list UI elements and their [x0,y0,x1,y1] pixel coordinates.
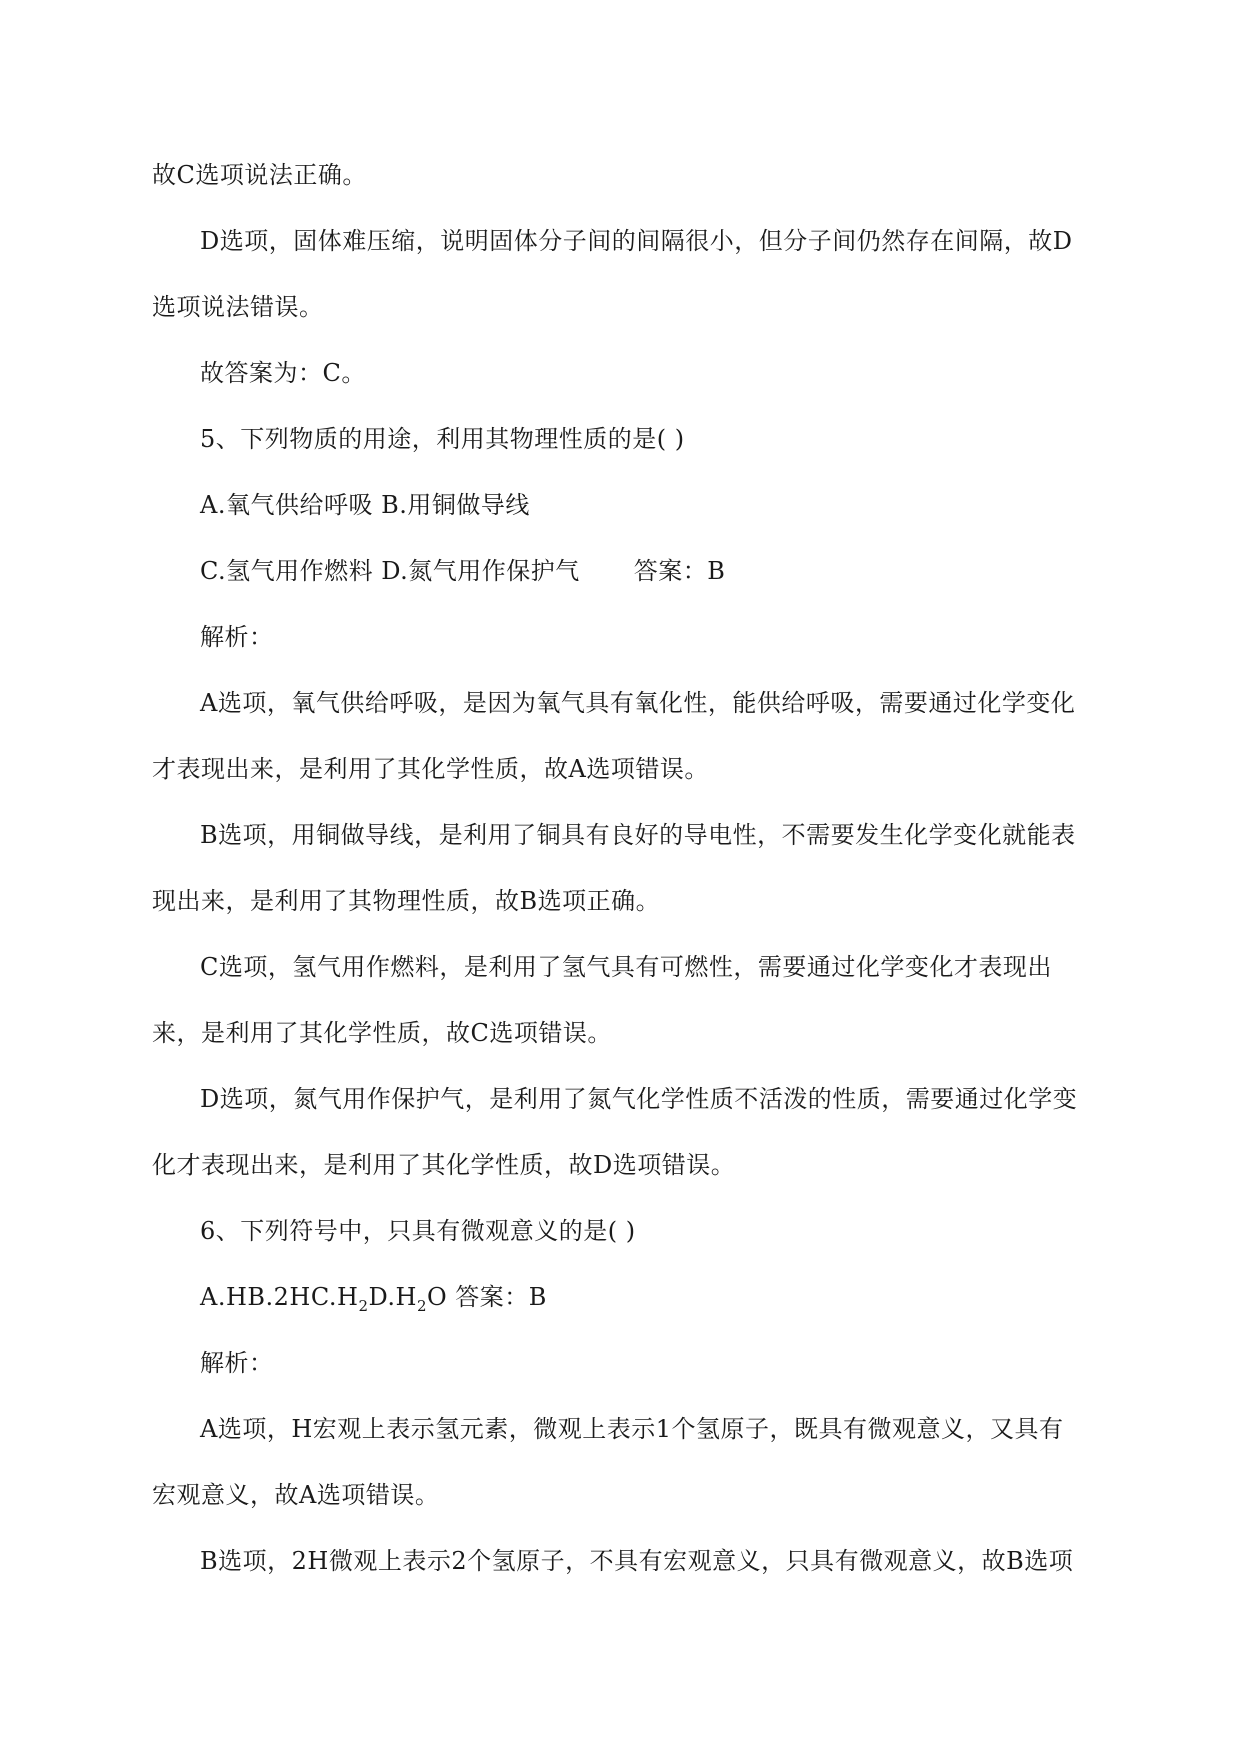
question-5-options-ab: A.氧气供给呼吸 B.用铜做导线 [200,491,530,519]
question-5-analysis-a: A选项，氧气供给呼吸，是因为氧气具有氧化性，能供给呼吸，需要通过化学变化才表现出来，是利用了其化学性质，故A选项错误。 [152,689,1076,783]
question-6-option-d-suffix: O [426,1283,448,1311]
question-6-analysis-label: 解析： [200,1349,274,1377]
question-6-option-d-subscript: 2 [416,1297,427,1315]
paragraph-c-conclusion: 故C选项说法正确。 [152,161,367,189]
question-5-options-cd: C.氢气用作燃料 D.氮气用作保护气 [200,557,580,585]
question-6-title: 6、下列符号中，只具有微观意义的是( ) [200,1217,636,1245]
question-6-option-c-subscript: 2 [358,1297,369,1315]
question-6-answer: 答案：B [447,1283,547,1311]
question-5-analysis-d: D选项，氮气用作保护气，是利用了氮气化学性质不活泼的性质，需要通过化学变化才表现出来，是利用了其化学性质，故D选项错误。 [152,1085,1078,1179]
question-5-options-cd-line [152,538,1087,604]
question-6-option-d [368,1283,448,1315]
paragraph-answer-summary: 故答案为：C。 [200,359,366,387]
question-6-option-a: A.H [200,1283,248,1311]
question-6-option-c-text: C.H [310,1283,359,1311]
question-6-option-b: B.2H [247,1283,311,1311]
question-5-title: 5、下列物质的用途，利用其物理性质的是( ) [200,425,685,453]
paragraph-d-option-analysis: D选项，固体难压缩，说明固体分子间的间隔很小，但分子间仍然存在间隔，故D选项说法错误。 [152,227,1073,321]
question-5-analysis-b: B选项，用铜做导线，是利用了铜具有良好的导电性，不需要发生化学变化就能表现出来，是利用了其物理性质，故B选项正确。 [152,821,1076,915]
question-5-analysis-label: 解析： [200,623,274,651]
question-6-options-line [152,1264,1087,1330]
question-5-answer: 答案：B [633,557,726,585]
question-5-analysis-c: C选项，氢气用作燃料，是利用了氢气具有可燃性，需要通过化学变化才表现出来，是利用了其化学性质，故C选项错误。 [152,953,1052,1047]
document-body [152,142,1087,1594]
question-6-option-c [310,1283,369,1315]
question-6-option-d-text: D.H [368,1283,417,1311]
question-6-analysis-b: B选项，2H微观上表示2个氢原子，不具有宏观意义，只具有微观意义，故B选项 [200,1547,1074,1575]
question-6-analysis-a: A选项，H宏观上表示氢元素，微观上表示1个氢原子，既具有微观意义，又具有宏观意义，故A选项错误。 [152,1415,1064,1509]
